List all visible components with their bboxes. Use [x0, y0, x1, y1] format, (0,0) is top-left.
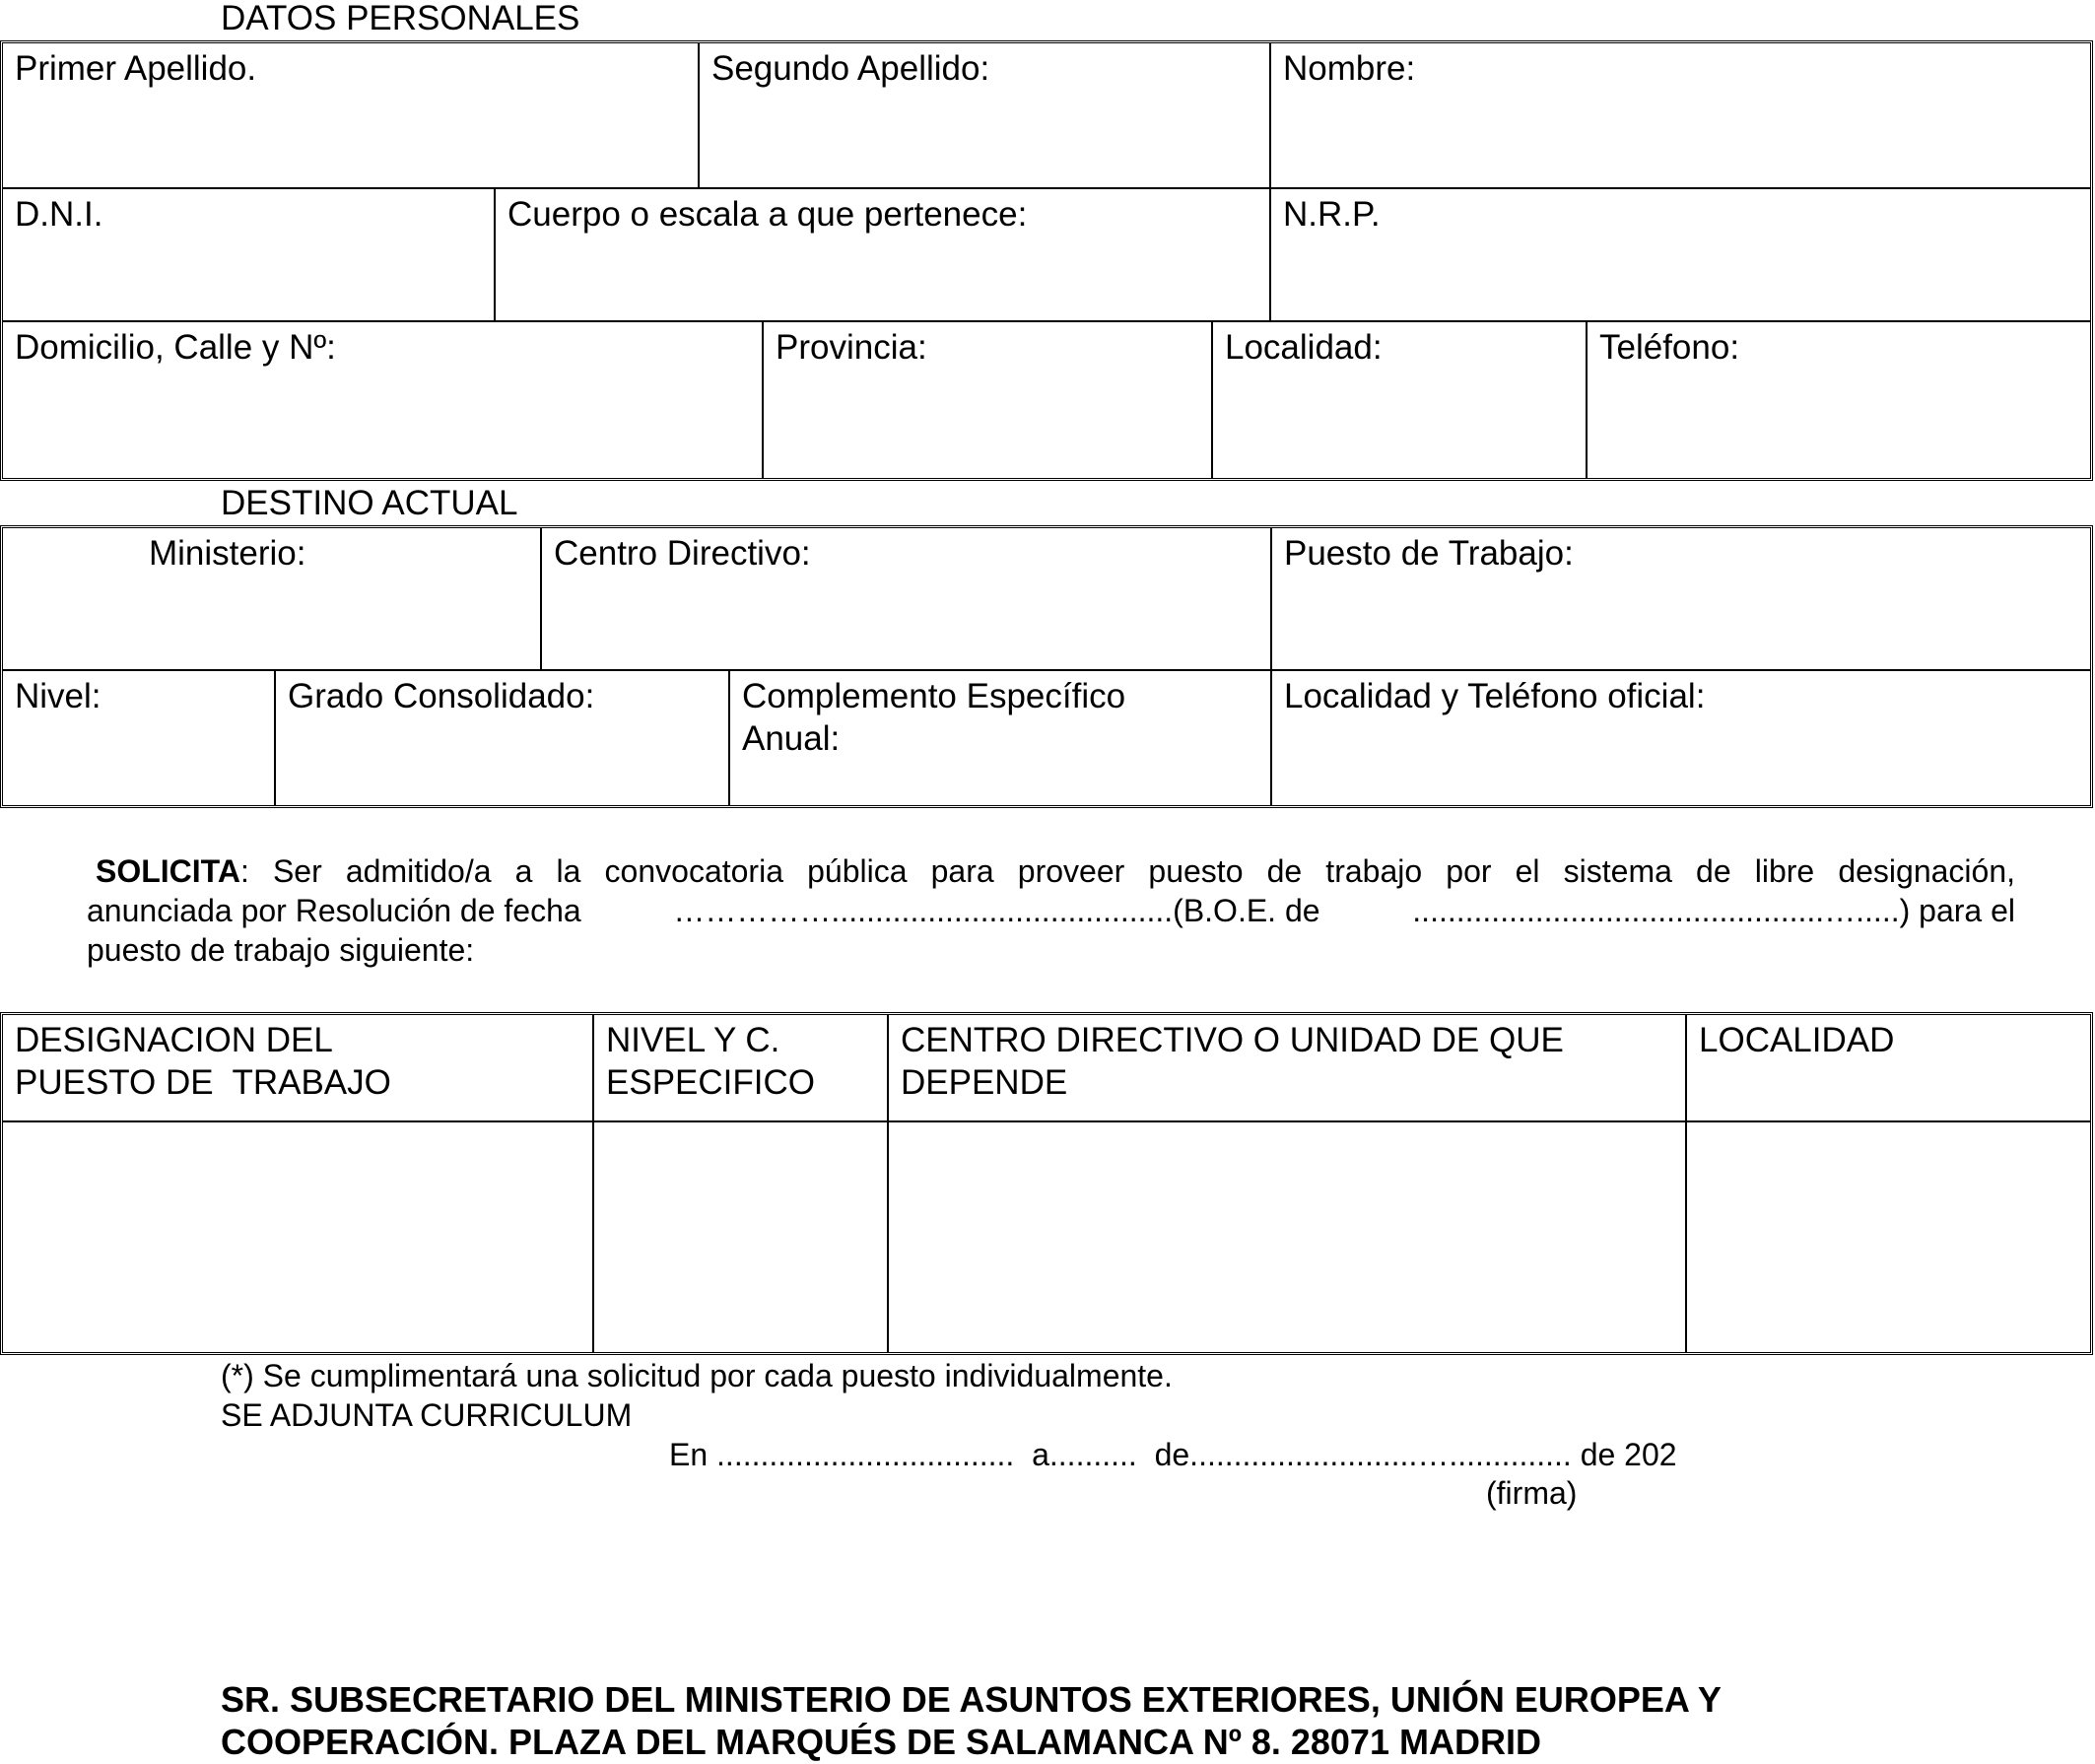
provincia-field[interactable] — [764, 322, 1211, 478]
localidad-input[interactable] — [1687, 1122, 2090, 1352]
header-nivel-line-1: NIVEL Y C. — [606, 1021, 780, 1059]
nrp-field[interactable] — [1271, 189, 2089, 320]
segundo-apellido-field[interactable] — [700, 43, 1269, 187]
domicilio-label: Domicilio, Calle y Nº: — [15, 328, 336, 367]
dni-field[interactable] — [3, 189, 494, 320]
puesto-trabajo-label: Puesto de Trabajo: — [1284, 534, 1574, 573]
note-una-solicitud: (*) Se cumplimentará una solicitud por cada puesto individualmente. — [221, 1358, 1173, 1393]
destino-actual-table — [0, 525, 2093, 808]
header-centro-line-2: DEPENDE — [901, 1063, 1068, 1102]
header-centro-line-1: CENTRO DIRECTIVO O UNIDAD DE QUE — [901, 1021, 1564, 1059]
localidad-telefono-oficial-field[interactable] — [1272, 671, 2090, 805]
header-designacion-line-2: PUESTO DE TRABAJO — [15, 1063, 391, 1102]
domicilio-field[interactable] — [3, 322, 762, 478]
solicita-line-3: puesto de trabajo siguiente: — [87, 932, 475, 968]
centro-directivo-field[interactable] — [542, 528, 1270, 669]
solicita-line-1-body: : Ser admitido/a a la convocatoria pública para proveer puesto de trabajo por el sistema de libre designación, — [239, 853, 2015, 889]
provincia-label: Provincia: — [776, 328, 927, 367]
resolucion-fecha-label: anunciada por Resolución de fecha — [87, 893, 581, 928]
header-localidad-line-1: LOCALIDAD — [1699, 1021, 1895, 1059]
header-centro-directivo — [889, 1015, 1685, 1120]
ministerio-label: Ministerio: — [149, 534, 306, 573]
resolucion-fecha-blank[interactable]: …………….......................................(B.O.E. de — [673, 893, 1320, 928]
addressee-line-2: COOPERACIÓN. PLAZA DEL MARQUÉS DE SALAMANCA Nº 8. 28071 MADRID — [221, 1722, 1541, 1762]
puesto-solicitado-table — [0, 1012, 2093, 1355]
header-localidad — [1687, 1015, 2090, 1120]
cuerpo-escala-label: Cuerpo o escala a que pertenece: — [507, 195, 1028, 234]
addressee-line-1: SR. SUBSECRETARIO DEL MINISTERIO DE ASUNTOS EXTERIORES, UNIÓN EUROPEA Y — [221, 1679, 1722, 1720]
nivel-field[interactable] — [3, 671, 274, 805]
signature-label: (firma) — [1486, 1475, 1578, 1511]
solicita-label: SOLICITA — [96, 853, 240, 889]
grado-consolidado-label: Grado Consolidado: — [288, 677, 595, 715]
header-nivel-line-2: ESPECIFICO — [606, 1063, 815, 1102]
centro-directivo-label: Centro Directivo: — [554, 534, 811, 573]
solicita-line-2 — [87, 891, 2015, 930]
designacion-puesto-input[interactable] — [3, 1122, 592, 1352]
nrp-label: N.R.P. — [1283, 195, 1381, 234]
header-designacion-puesto — [3, 1015, 592, 1120]
note-adjunta-curriculum: SE ADJUNTA CURRICULUM — [221, 1397, 633, 1433]
section-title-datos-personales: DATOS PERSONALES — [221, 0, 580, 37]
date-place-line[interactable]: En .................................. a.......... de..........................….............. de 202 — [669, 1437, 1677, 1472]
primer-apellido-label: Primer Apellido. — [15, 49, 257, 88]
grado-consolidado-field[interactable] — [276, 671, 728, 805]
solicita-paragraph — [87, 851, 2015, 970]
centro-directivo-input[interactable] — [889, 1122, 1685, 1352]
dni-label: D.N.I. — [15, 195, 103, 234]
telefono-field[interactable] — [1588, 322, 2090, 478]
solicita-line-1 — [87, 851, 2015, 891]
telefono-label: Teléfono: — [1599, 328, 1740, 367]
header-nivel-especifico — [594, 1015, 887, 1120]
puesto-trabajo-field[interactable] — [1272, 528, 2090, 669]
localidad-telefono-oficial-label: Localidad y Teléfono oficial: — [1284, 677, 1706, 715]
primer-apellido-field[interactable] — [3, 43, 698, 187]
localidad-field[interactable] — [1213, 322, 1586, 478]
nombre-field[interactable] — [1271, 43, 2089, 187]
section-title-destino-actual: DESTINO ACTUAL — [221, 484, 518, 522]
nombre-label: Nombre: — [1283, 49, 1416, 88]
boe-fecha-blank[interactable]: ...............................................….....) para el — [1412, 893, 2015, 928]
cuerpo-escala-field[interactable] — [496, 189, 1269, 320]
segundo-apellido-label: Segundo Apellido: — [711, 49, 990, 88]
localidad-label: Localidad: — [1225, 328, 1383, 367]
ministerio-field[interactable] — [3, 528, 540, 669]
complemento-especifico-field[interactable] — [730, 671, 1270, 805]
nivel-label: Nivel: — [15, 677, 101, 715]
complemento-especifico-label: Complemento Específico Anual: — [742, 677, 1126, 758]
header-designacion-line-1: DESIGNACION DEL — [15, 1021, 333, 1059]
solicita-line-1-text — [96, 851, 2015, 891]
nivel-especifico-input[interactable] — [594, 1122, 887, 1352]
datos-personales-table — [0, 40, 2093, 481]
